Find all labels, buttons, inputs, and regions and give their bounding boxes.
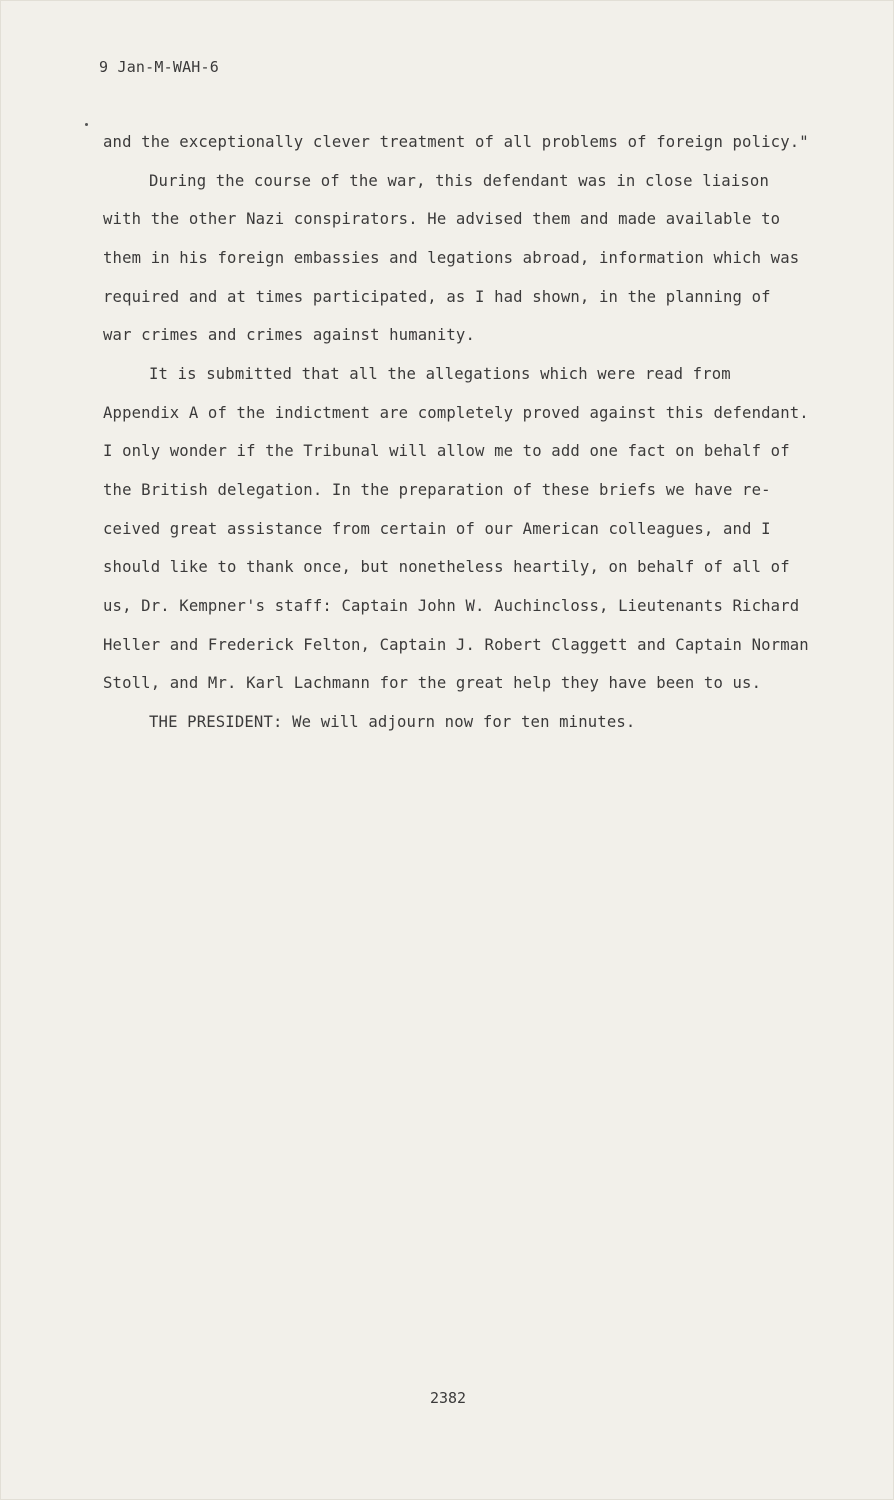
text-line: Appendix A of the indictment are completely proved against this defendant. xyxy=(103,404,809,422)
text-line: and the exceptionally clever treatment of all problems of foreign policy." xyxy=(103,133,809,151)
text-line: Heller and Frederick Felton, Captain J. Robert Claggett and Captain Norman xyxy=(103,636,809,654)
page-number: 2382 xyxy=(429,1389,467,1407)
text-line: During the course of the war, this defendant was in close liaison xyxy=(149,172,769,190)
text-line: with the other Nazi conspirators. He advised them and made available to xyxy=(103,210,781,228)
text-line: us, Dr. Kempner's staff: Captain John W. Auchincloss, Lieutenants Richard xyxy=(103,597,800,615)
text-line: should like to thank once, but nonetheless heartily, on behalf of all of xyxy=(103,558,790,576)
margin-mark xyxy=(85,123,88,126)
text-line: It is submitted that all the allegations which were read from xyxy=(149,365,731,383)
text-line: ceived great assistance from certain of our American colleagues, and I xyxy=(103,520,771,538)
text-line: Stoll, and Mr. Karl Lachmann for the great help they have been to us. xyxy=(103,674,762,692)
text-line: required and at times participated, as I had shown, in the planning of xyxy=(103,288,771,306)
text-line: the British delegation. In the preparation of these briefs we have re- xyxy=(103,481,771,499)
text-line: them in his foreign embassies and legations abroad, information which was xyxy=(103,249,800,267)
president-statement: THE PRESIDENT: We will adjourn now for ten minutes. xyxy=(149,713,636,731)
document-reference: 9 Jan-M-WAH-6 xyxy=(99,58,219,76)
text-line: war crimes and crimes against humanity. xyxy=(103,326,475,344)
text-line: I only wonder if the Tribunal will allow me to add one fact on behalf of xyxy=(103,442,790,460)
